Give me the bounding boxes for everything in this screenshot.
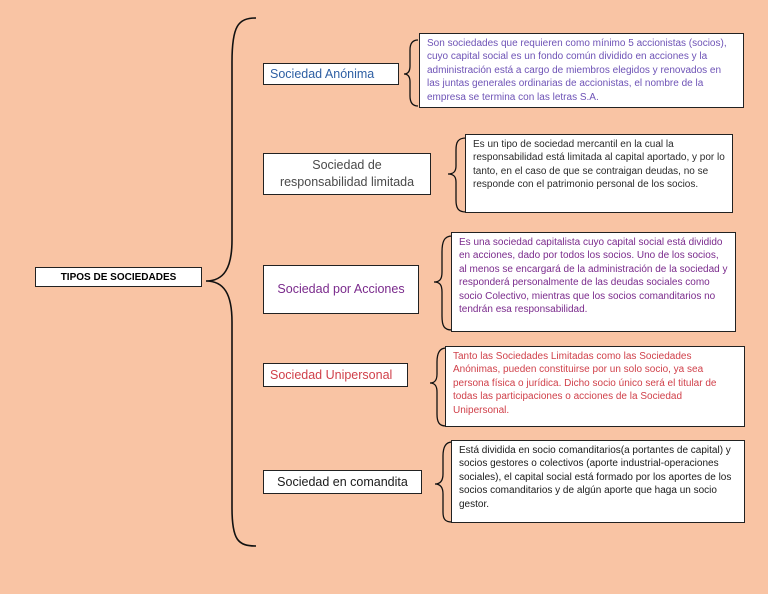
main-brace (206, 18, 256, 546)
brace-sociedad-anonima (404, 40, 418, 106)
type-sociedad-por-acciones: Sociedad por Acciones (263, 265, 419, 314)
type-sociedad-anonima: Sociedad Anónima (263, 63, 399, 85)
desc-sociedad-responsabilidad-limitada: Es un tipo de sociedad mercantil en la cual la responsabilidad está limitada al capital aportado, y por lo tanto, en el caso de que se contraigan deudas, no se responde con el patrimonio personal de los socios. (465, 134, 733, 213)
type-sociedad-unipersonal: Sociedad Unipersonal (263, 363, 408, 387)
root-node: TIPOS DE SOCIEDADES (35, 267, 202, 287)
desc-sociedad-unipersonal: Tanto las Sociedades Limitadas como las Sociedades Anónimas, pueden constituirse por un solo socio, ya sea persona física o jurídica. Dicho socio único será el titular de todas las participaciones o acciones de la Sociedad Unipersonal. (445, 346, 745, 427)
brace-sociedad-acciones (434, 236, 452, 330)
desc-sociedad-anonima: Son sociedades que requieren como mínimo 5 accionistas (socios), cuyo capital social es un fondo común dividido en acciones y la administración está a cargo de miembros elegidos y renovados en las juntas generales ordinarias de accionistas, el nombre de la empresa se termina con las letras S.A. (419, 33, 744, 108)
desc-sociedad-por-acciones: Es una sociedad capitalista cuyo capital social está dividido en acciones, dado por todos los socios. Uno de los socios, al menos se encargará de la administración de la sociedad y responderá personalmente de las deudas sociales como socio Colectivo, mientras que los socios comanditarios no tendrán esa responsabilidad. (451, 232, 736, 332)
type-sociedad-en-comandita: Sociedad en comandita (263, 470, 422, 494)
type-sociedad-responsabilidad-limitada: Sociedad de responsabilidad limitada (263, 153, 431, 195)
brace-responsabilidad-limitada (448, 138, 466, 212)
brace-sociedad-comandita (435, 442, 452, 522)
brace-sociedad-unipersonal (430, 348, 446, 426)
desc-sociedad-en-comandita: Está dividida en socio comanditarios(a portantes de capital) y socios gestores o colectivos (aporte industrial-operaciones sociales), el capital social está formado por los aportes de los socios comanditarios y de algún aporte que haga un socio gestor. (451, 440, 745, 523)
